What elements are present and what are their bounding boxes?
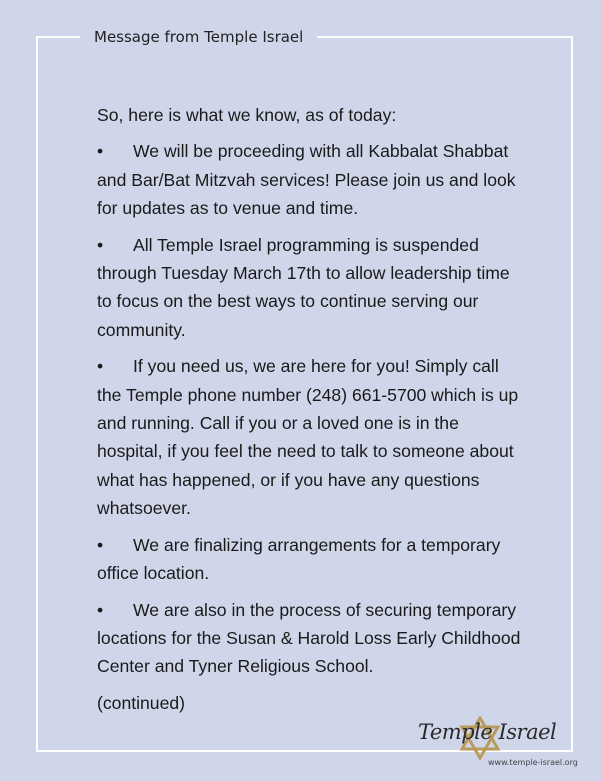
list-item-text: We are also in the process of securing temporary locations for the Susan & Harold Loss Early Childhood Center and Tyner Religious School. <box>97 599 521 677</box>
bullet-icon: • <box>97 356 104 377</box>
page-title: Message from Temple Israel <box>80 26 317 48</box>
list-item <box>97 231 522 345</box>
list-item-text: All Temple Israel programming is suspended through Tuesday March 17th to allow leadership time to focus on the best ways to continue serving our community. <box>97 234 510 340</box>
list-item-text: If you need us, we are here for you! Simply call the Temple phone number (248) 661-5700 which is up and running. Call if you or a loved one is in the hospital, if you feel the need to talk to someone about what has happened, or if you have any questions whatsoever. <box>97 356 519 519</box>
logo-url: www.temple-israel.org <box>488 758 578 767</box>
bullet-icon: • <box>97 234 104 255</box>
message-body <box>97 101 522 725</box>
continued-note: (continued) <box>97 692 186 713</box>
list-item <box>97 596 522 681</box>
list-item <box>97 137 522 222</box>
intro-text: So, here is what we know, as of today: <box>97 105 397 125</box>
list-item-text: We are finalizing arrangements for a temporary office location. <box>97 534 501 584</box>
logo-wordmark: Temple Israel <box>418 720 557 744</box>
temple-israel-logo <box>418 716 578 772</box>
list-item-text: We will be proceeding with all Kabbalat Shabbat and Bar/Bat Mitzvah services! Please join us and look for updates as to venue and time. <box>97 141 516 219</box>
list-item <box>97 531 522 588</box>
bullet-icon: • <box>97 141 104 162</box>
bullet-icon: • <box>97 534 104 555</box>
bullet-icon: • <box>97 599 104 620</box>
list-item <box>97 352 522 522</box>
